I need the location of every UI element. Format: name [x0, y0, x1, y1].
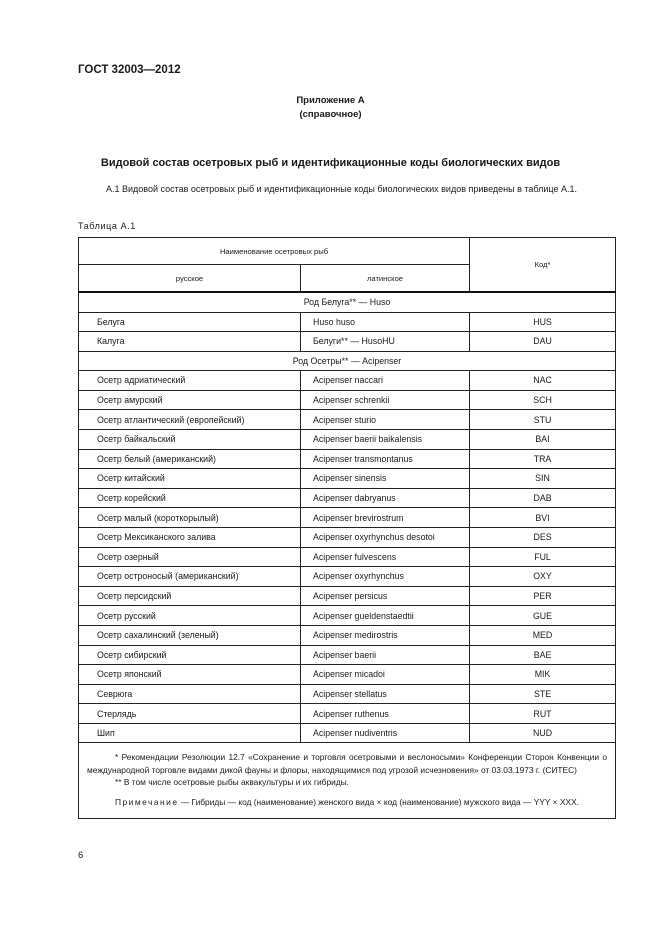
table-row: [79, 723, 616, 743]
species-code: STE: [470, 684, 616, 704]
species-code: OXY: [470, 567, 616, 587]
species-code: BVI: [470, 508, 616, 528]
species-latin-name: Acipenser transmontanus: [301, 449, 470, 469]
species-latin-name: Acipenser schrenkii: [301, 390, 470, 410]
species-code: SCH: [470, 390, 616, 410]
species-latin-name: Acipenser medirostris: [301, 625, 470, 645]
table-row: [79, 508, 616, 528]
species-latin-name: Huso huso: [301, 312, 470, 332]
table-row: [79, 567, 616, 587]
species-latin-name: Acipenser fulvescens: [301, 547, 470, 567]
species-russian-name: Севрюга: [79, 684, 301, 704]
species-latin-name: Acipenser baerii baikalensis: [301, 429, 470, 449]
species-code: MED: [470, 625, 616, 645]
table-row: [79, 606, 616, 626]
table-row: [79, 429, 616, 449]
note-label: Примечание: [115, 797, 179, 808]
species-latin-name: Acipenser nudiventris: [301, 723, 470, 743]
appendix-title: Приложение А: [296, 95, 365, 106]
species-latin-name: Acipenser dabryanus: [301, 488, 470, 508]
table-row: [79, 371, 616, 391]
species-code: BAE: [470, 645, 616, 665]
table-row: [79, 449, 616, 469]
table-note: [87, 796, 607, 808]
species-code: TRA: [470, 449, 616, 469]
header-russian: русское: [79, 265, 301, 293]
table-row: [79, 665, 616, 685]
intro-paragraph: А.1 Видовой состав осетровых рыб и идентификационные коды биологических видов приведены в таблице А.1.: [106, 184, 577, 194]
genus-label: Род Осетры** — Acipenser: [79, 351, 616, 371]
table-row: [79, 625, 616, 645]
section-title: Видовой состав осетровых рыб и идентификационные коды биологических видов: [100, 157, 561, 169]
species-russian-name: Осетр русский: [79, 606, 301, 626]
species-latin-name: Acipenser baerii: [301, 645, 470, 665]
species-code: HUS: [470, 312, 616, 332]
species-russian-name: Осетр амурский: [79, 390, 301, 410]
species-code: SIN: [470, 469, 616, 489]
species-code: DAU: [470, 332, 616, 352]
species-russian-name: Осетр байкальский: [79, 429, 301, 449]
species-code: BAI: [470, 429, 616, 449]
header-code: Код*: [470, 238, 616, 293]
species-code: STU: [470, 410, 616, 430]
species-russian-name: Осетр сибирский: [79, 645, 301, 665]
species-russian-name: Осетр Мексиканского залива: [79, 527, 301, 547]
table-row: [79, 704, 616, 724]
species-russian-name: Белуга: [79, 312, 301, 332]
species-russian-name: Осетр персидский: [79, 586, 301, 606]
species-latin-name: Acipenser oxyrhynchus desotoi: [301, 527, 470, 547]
species-russian-name: Осетр озерный: [79, 547, 301, 567]
species-latin-name: Белуги** — HusoHU: [301, 332, 470, 352]
table-caption: Таблица А.1: [78, 221, 136, 231]
species-code: DAB: [470, 488, 616, 508]
genus-label: Род Белуга** — Huso: [79, 292, 616, 312]
species-russian-name: Осетр японский: [79, 665, 301, 685]
table-row: [79, 332, 616, 352]
table-row: [79, 586, 616, 606]
species-russian-name: Шип: [79, 723, 301, 743]
species-russian-name: Осетр белый (американский): [79, 449, 301, 469]
species-code: PER: [470, 586, 616, 606]
document-header: ГОСТ 32003—2012: [78, 64, 181, 76]
species-russian-name: Стерлядь: [79, 704, 301, 724]
table-row: [79, 527, 616, 547]
species-code: DES: [470, 527, 616, 547]
species-code: GUE: [470, 606, 616, 626]
page-number: 6: [78, 850, 84, 861]
species-latin-name: Acipenser oxyrhynchus: [301, 567, 470, 587]
table-row: [79, 547, 616, 567]
species-code: FUL: [470, 547, 616, 567]
species-russian-name: Осетр атлантический (европейский): [79, 410, 301, 430]
appendix-subtitle: (справочное): [299, 109, 362, 120]
species-code: MIK: [470, 665, 616, 685]
footnote-single-star: * Рекомендации Резолюции 12.7 «Сохранение и торговля осетровыми и веслоносыми» Конференции Сторон Конвенции о международной торговле видами дикой фауны и флоры, находящимися под угрозой исчезновения» от 03.03.1973 г. (СИТЕС): [87, 752, 608, 775]
species-russian-name: Осетр малый (короткорылый): [79, 508, 301, 528]
footnote-double-star: ** В том числе осетровые рыбы аквакультуры и их гибриды.: [115, 777, 350, 788]
species-latin-name: Acipenser sturio: [301, 410, 470, 430]
table-row: [79, 410, 616, 430]
genus-row: [79, 292, 616, 312]
header-name: Наименование осетровых рыб: [79, 238, 470, 265]
species-latin-name: Acipenser ruthenus: [301, 704, 470, 724]
species-latin-name: Acipenser sinensis: [301, 469, 470, 489]
species-russian-name: Осетр корейский: [79, 488, 301, 508]
species-table: [78, 237, 616, 819]
species-russian-name: Осетр остроносый (американский): [79, 567, 301, 587]
species-code: RUT: [470, 704, 616, 724]
species-latin-name: Acipenser persicus: [301, 586, 470, 606]
species-russian-name: Осетр китайский: [79, 469, 301, 489]
species-latin-name: Acipenser brevirostrum: [301, 508, 470, 528]
species-code: NAC: [470, 371, 616, 391]
species-russian-name: Осетр адриатический: [79, 371, 301, 391]
notes-cell: [79, 743, 616, 818]
species-code: NUD: [470, 723, 616, 743]
species-russian-name: Осетр сахалинский (зеленый): [79, 625, 301, 645]
notes-row: [79, 743, 616, 818]
note-text: — Гибриды — код (наименование) женского вида × код (наименование) мужского вида — YYY × XXX.: [180, 797, 579, 808]
species-latin-name: Acipenser micadoi: [301, 665, 470, 685]
table-row: [79, 390, 616, 410]
table-row: [79, 645, 616, 665]
species-latin-name: Acipenser gueldenstaedtii: [301, 606, 470, 626]
species-latin-name: Acipenser naccari: [301, 371, 470, 391]
header-latin: латинское: [301, 265, 470, 293]
table-row: [79, 312, 616, 332]
species-russian-name: Калуга: [79, 332, 301, 352]
table-row: [79, 469, 616, 489]
genus-row: [79, 351, 616, 371]
species-latin-name: Acipenser stellatus: [301, 684, 470, 704]
table-row: [79, 488, 616, 508]
table-row: [79, 684, 616, 704]
